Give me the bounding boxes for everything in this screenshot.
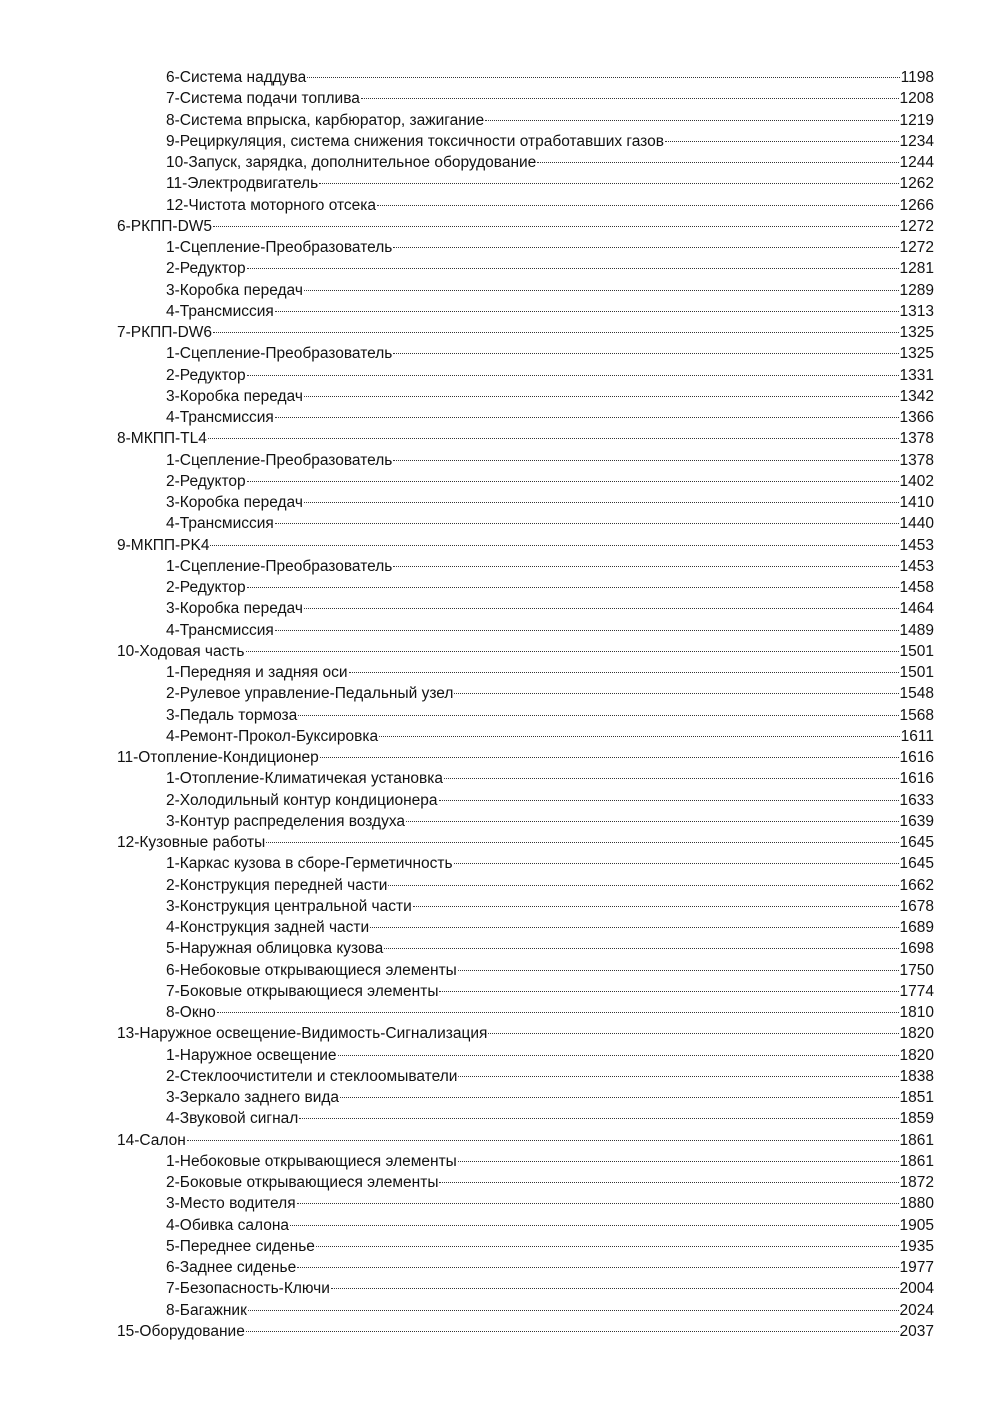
toc-page-number: 1639 xyxy=(899,812,934,830)
toc-subsection-entry[interactable] xyxy=(117,1236,934,1257)
toc-entry-title: 1-Каркас кузова в сборе-Герметичность xyxy=(166,855,453,873)
toc-entry-title: 2-Холодильный контур кондиционера xyxy=(166,791,438,809)
dot-leader xyxy=(349,672,899,673)
toc-subsection-entry[interactable] xyxy=(117,88,934,109)
toc-page-number: 1678 xyxy=(899,897,934,915)
toc-page-number: 1262 xyxy=(899,175,934,193)
dot-leader xyxy=(413,906,899,907)
toc-subsection-entry[interactable] xyxy=(117,1257,934,1278)
toc-subsection-entry[interactable] xyxy=(117,853,934,874)
toc-entry-title: 2-Конструкция передней части xyxy=(166,876,388,894)
toc-section-entry[interactable] xyxy=(117,747,934,768)
dot-leader xyxy=(290,1225,898,1226)
toc-page-number: 1977 xyxy=(899,1259,934,1276)
toc-page-number: 1272 xyxy=(899,217,934,235)
toc-subsection-entry[interactable] xyxy=(117,195,934,216)
toc-page-number: 2004 xyxy=(899,1280,934,1298)
dot-leader xyxy=(665,141,899,142)
toc-page-number: 1281 xyxy=(899,260,934,278)
toc-entry-title: 3-Коробка передач xyxy=(166,494,303,511)
toc-subsection-entry[interactable] xyxy=(117,981,934,1002)
toc-entry-title: 1-Сцепление-Преобразователь xyxy=(166,557,393,575)
toc-entry-title: 6-РКПП-DW5 xyxy=(117,217,213,235)
toc-entry-title: 7-Система подачи топлива xyxy=(166,90,360,108)
toc-subsection-entry[interactable] xyxy=(117,896,934,917)
toc-entry-title: 5-Переднее сиденье xyxy=(166,1237,315,1255)
toc-entry-title: 3-Педаль тормоза xyxy=(166,706,298,724)
toc-page-number: 1458 xyxy=(899,579,934,596)
toc-page-number: 1325 xyxy=(899,324,934,341)
dot-leader xyxy=(439,991,898,992)
dot-leader xyxy=(210,545,898,546)
toc-subsection-entry[interactable] xyxy=(117,513,934,534)
dot-leader xyxy=(217,1012,899,1013)
toc-page-number: 1453 xyxy=(899,536,934,554)
dot-leader xyxy=(316,1246,899,1247)
toc-subsection-entry[interactable] xyxy=(117,556,934,577)
toc-page-number: 1645 xyxy=(899,855,934,873)
toc-subsection-entry[interactable] xyxy=(117,726,934,747)
toc-entry-title: 1-Отопление-Климатичекая установка xyxy=(166,770,444,788)
toc-page-number: 2024 xyxy=(899,1301,934,1319)
toc-entry-title: 12-Чистота моторного отсека xyxy=(166,196,377,214)
dot-leader xyxy=(393,460,898,461)
dot-leader xyxy=(247,481,899,482)
dot-leader xyxy=(213,332,898,333)
toc-subsection-entry[interactable] xyxy=(117,386,934,407)
toc-page-number: 1501 xyxy=(899,664,934,681)
toc-page-number: 1838 xyxy=(899,1067,934,1085)
toc-subsection-entry[interactable] xyxy=(117,258,934,279)
dot-leader xyxy=(304,290,899,291)
toc-subsection-entry[interactable] xyxy=(117,343,934,364)
toc-subsection-entry[interactable] xyxy=(117,152,934,173)
toc-entry-title: 3-Коробка передач xyxy=(166,600,303,618)
toc-page-number: 1402 xyxy=(899,472,934,490)
dot-leader xyxy=(377,205,898,206)
toc-page-number: 1774 xyxy=(899,982,934,1000)
toc-page-number: 1453 xyxy=(899,557,934,575)
toc-subsection-entry[interactable] xyxy=(117,1151,934,1172)
toc-section-entry[interactable] xyxy=(117,535,934,556)
dot-leader xyxy=(370,927,898,928)
dot-leader xyxy=(248,1310,899,1311)
toc-entry-title: 3-Коробка передач xyxy=(166,281,303,299)
toc-entry-title: 11-Отопление-Кондиционер xyxy=(117,749,319,766)
toc-page-number: 1548 xyxy=(899,685,934,703)
toc-entry-title: 9-МКПП-PK4 xyxy=(117,536,210,554)
toc-page-number: 1820 xyxy=(899,1025,934,1043)
toc-entry-title: 15-Оборудование xyxy=(117,1322,245,1340)
toc-page-number: 1698 xyxy=(899,940,934,958)
dot-leader xyxy=(304,396,899,397)
dot-leader xyxy=(320,757,899,758)
toc-entry-title: 3-Конструкция центральной части xyxy=(166,897,412,915)
toc-page-number: 1872 xyxy=(899,1174,934,1191)
dot-leader xyxy=(246,1331,899,1332)
dot-leader xyxy=(393,566,898,567)
toc-subsection-entry[interactable] xyxy=(117,917,934,938)
toc-entry-title: 1-Сцепление-Преобразователь xyxy=(166,345,393,363)
toc-page-number: 1810 xyxy=(899,1004,934,1021)
toc-page-number: 1410 xyxy=(899,494,934,511)
toc-subsection-entry[interactable] xyxy=(117,450,934,471)
toc-subsection-entry[interactable] xyxy=(117,683,934,704)
dot-leader xyxy=(187,1140,899,1141)
toc-subsection-entry[interactable] xyxy=(117,407,934,428)
dot-leader xyxy=(485,120,898,121)
toc-page-number: 1219 xyxy=(899,111,934,129)
toc-entry-title: 13-Наружное освещение-Видимость-Сигнализация xyxy=(117,1025,488,1043)
toc-subsection-entry[interactable] xyxy=(117,938,934,959)
toc-entry-title: 1-Передняя и задняя оси xyxy=(166,664,348,681)
dot-leader xyxy=(247,375,899,376)
toc-subsection-entry[interactable] xyxy=(117,960,934,981)
toc-subsection-entry[interactable] xyxy=(117,237,934,258)
toc-subsection-entry[interactable] xyxy=(117,768,934,789)
toc-page-number: 1464 xyxy=(899,600,934,618)
toc-entry-title: 6-Система наддува xyxy=(166,69,307,86)
dot-leader xyxy=(275,417,899,418)
toc-page-number: 1272 xyxy=(899,239,934,256)
dot-leader xyxy=(275,311,899,312)
dot-leader xyxy=(304,502,899,503)
toc-entry-title: 7-Боковые открывающиеся элементы xyxy=(166,982,439,1000)
toc-entry-title: 4-Трансмиссия xyxy=(166,409,274,426)
dot-leader xyxy=(297,1203,899,1204)
toc-page-number: 1234 xyxy=(899,132,934,150)
dot-leader xyxy=(247,587,899,588)
toc-subsection-entry[interactable] xyxy=(117,1172,934,1193)
dot-leader xyxy=(247,268,899,269)
toc-section-entry[interactable] xyxy=(117,322,934,343)
toc-page-number: 1244 xyxy=(899,154,934,171)
toc-page-number: 1662 xyxy=(899,876,934,894)
dot-leader xyxy=(393,353,898,354)
toc-entry-title: 8-Багажник xyxy=(166,1301,247,1319)
toc-subsection-entry[interactable] xyxy=(117,1087,934,1108)
dot-leader xyxy=(406,821,898,822)
dot-leader xyxy=(458,970,899,971)
dot-leader xyxy=(298,715,898,716)
dot-leader xyxy=(319,183,898,184)
toc-page-number: 1489 xyxy=(899,621,934,639)
dot-leader xyxy=(439,1182,898,1183)
toc-entry-title: 1-Наружное освещение xyxy=(166,1046,337,1064)
toc-page-number: 1366 xyxy=(899,409,934,426)
toc-subsection-entry[interactable] xyxy=(117,280,934,301)
toc-subsection-entry[interactable] xyxy=(117,577,934,598)
toc-page-number: 1378 xyxy=(899,430,934,448)
toc-subsection-entry[interactable] xyxy=(117,790,934,811)
toc-subsection-entry[interactable] xyxy=(117,1300,934,1321)
toc-entry-title: 4-Обивка салона xyxy=(166,1216,290,1234)
toc-entry-title: 3-Зеркало заднего вида xyxy=(166,1089,340,1106)
toc-page-number: 1851 xyxy=(899,1089,934,1106)
toc-subsection-entry[interactable] xyxy=(117,131,934,152)
toc-entry-title: 8-Окно xyxy=(166,1004,216,1021)
dot-leader xyxy=(458,1161,899,1162)
toc-subsection-entry[interactable] xyxy=(117,173,934,194)
toc-subsection-entry[interactable] xyxy=(117,1278,934,1299)
toc-entry-title: 4-Ремонт-Прокол-Буксировка xyxy=(166,727,379,745)
toc-entry-title: 4-Трансмиссия xyxy=(166,621,274,639)
toc-entry-title: 2-Редуктор xyxy=(166,366,246,384)
dot-leader xyxy=(384,948,898,949)
toc-page-number: 1289 xyxy=(899,281,934,299)
toc-entry-title: 7-РКПП-DW6 xyxy=(117,324,213,341)
dot-leader xyxy=(208,438,899,439)
toc-entry-title: 1-Небоковые открывающиеся элементы xyxy=(166,1152,457,1170)
dot-leader xyxy=(340,1097,898,1098)
toc-entry-title: 1-Сцепление-Преобразователь xyxy=(166,451,393,469)
dot-leader xyxy=(213,226,898,227)
toc-page-number: 1880 xyxy=(899,1195,934,1213)
toc-page-number: 1611 xyxy=(900,727,934,745)
dot-leader xyxy=(439,800,899,801)
toc-subsection-entry[interactable] xyxy=(117,1108,934,1129)
toc-page-number: 1331 xyxy=(899,366,934,384)
dot-leader xyxy=(488,1033,898,1034)
toc-page-number: 1568 xyxy=(899,706,934,724)
toc-page-number: 1198 xyxy=(900,69,934,86)
toc-page-number: 1266 xyxy=(899,196,934,214)
dot-leader xyxy=(275,630,899,631)
toc-page-number: 1501 xyxy=(899,642,934,660)
toc-page-number: 1750 xyxy=(899,961,934,979)
dot-leader xyxy=(275,523,899,524)
toc-page-number: 1633 xyxy=(899,791,934,809)
toc-subsection-entry[interactable] xyxy=(117,1215,934,1236)
toc-page-number: 1861 xyxy=(899,1152,934,1170)
toc-page-number: 1342 xyxy=(899,387,934,405)
toc-page-number: 1325 xyxy=(899,345,934,363)
dot-leader xyxy=(304,608,899,609)
toc-page-number: 1905 xyxy=(899,1216,934,1234)
toc-entry-title: 3-Контур распределения воздуха xyxy=(166,812,406,830)
toc-entry-title: 10-Запуск, зарядка, дополнительное оборудование xyxy=(166,154,537,171)
toc-section-entry[interactable] xyxy=(117,832,934,853)
toc-subsection-entry[interactable] xyxy=(117,67,934,88)
toc-subsection-entry[interactable] xyxy=(117,662,934,683)
dot-leader xyxy=(454,863,899,864)
toc-page-number: 1820 xyxy=(899,1046,934,1064)
toc-entry-title: 5-Наружная облицовка кузова xyxy=(166,940,384,958)
toc-page-number: 1935 xyxy=(899,1237,934,1255)
toc-page-number: 1378 xyxy=(899,451,934,469)
dot-leader xyxy=(444,778,898,779)
toc-section-entry[interactable] xyxy=(117,641,934,662)
toc-entry-title: 4-Звуковой сигнал xyxy=(166,1110,299,1128)
toc-entry-title: 2-Боковые открывающиеся элементы xyxy=(166,1174,439,1191)
toc-page-number: 1208 xyxy=(899,90,934,108)
toc-entry-title: 8-МКПП-TL4 xyxy=(117,430,207,448)
dot-leader xyxy=(331,1288,899,1289)
toc-entry-title: 10-Ходовая часть xyxy=(117,642,245,660)
toc-entry-title: 14-Салон xyxy=(117,1131,186,1149)
dot-leader xyxy=(338,1055,899,1056)
toc-page-number: 1861 xyxy=(899,1131,934,1149)
toc-entry-title: 2-Редуктор xyxy=(166,260,246,278)
toc-page-number: 1440 xyxy=(899,515,934,533)
toc-subsection-entry[interactable] xyxy=(117,620,934,641)
toc-page-number: 1645 xyxy=(899,834,934,851)
dot-leader xyxy=(299,1118,898,1119)
toc-subsection-entry[interactable] xyxy=(117,301,934,322)
toc-subsection-entry[interactable] xyxy=(117,1045,934,1066)
toc-subsection-entry[interactable] xyxy=(117,1002,934,1023)
toc-section-entry[interactable] xyxy=(117,428,934,449)
toc-entry-title: 4-Трансмиссия xyxy=(166,302,274,320)
toc-page-number: 1313 xyxy=(899,302,934,320)
toc-entry-title: 2-Стеклоочистители и стеклоомыватели xyxy=(166,1067,458,1085)
dot-leader xyxy=(266,842,898,843)
toc-subsection-entry[interactable] xyxy=(117,110,934,131)
toc-entry-title: 2-Рулевое управление-Педальный узел xyxy=(166,685,454,703)
dot-leader xyxy=(361,98,899,99)
toc-subsection-entry[interactable] xyxy=(117,471,934,492)
toc-entry-title: 3-Место водителя xyxy=(166,1195,296,1213)
toc-subsection-entry[interactable] xyxy=(117,1066,934,1087)
toc-entry-title: 4-Конструкция задней части xyxy=(166,919,370,936)
toc-section-entry[interactable] xyxy=(117,1023,934,1044)
toc-subsection-entry[interactable] xyxy=(117,492,934,513)
toc-page-number: 1616 xyxy=(899,770,934,788)
toc-page-number: 1616 xyxy=(899,749,934,766)
toc-entry-title: 1-Сцепление-Преобразователь xyxy=(166,239,393,256)
toc-entry-title: 6-Заднее сиденье xyxy=(166,1259,297,1276)
toc-subsection-entry[interactable] xyxy=(117,875,934,896)
toc-section-entry[interactable] xyxy=(117,1321,934,1342)
toc-entry-title: 6-Небоковые открывающиеся элементы xyxy=(166,961,457,979)
toc-entry-title: 9-Рециркуляция, система снижения токсичности отработавших газов xyxy=(166,132,664,150)
dot-leader xyxy=(537,162,898,163)
dot-leader xyxy=(297,1267,898,1268)
toc-page-number: 1689 xyxy=(899,919,934,936)
toc-page-number: 2037 xyxy=(899,1322,934,1340)
toc-subsection-entry[interactable] xyxy=(117,705,934,726)
dot-leader xyxy=(246,651,899,652)
toc-entry-title: 8-Система впрыска, карбюратор, зажигание xyxy=(166,111,485,129)
toc-entry-title: 12-Кузовные работы xyxy=(117,834,266,851)
toc-entry-title: 2-Редуктор xyxy=(166,472,246,490)
dot-leader xyxy=(458,1076,898,1077)
toc-subsection-entry[interactable] xyxy=(117,598,934,619)
toc-subsection-entry[interactable] xyxy=(117,811,934,832)
dot-leader xyxy=(393,247,898,248)
toc-subsection-entry[interactable] xyxy=(117,365,934,386)
dot-leader xyxy=(379,736,900,737)
table-of-contents xyxy=(117,67,934,1342)
dot-leader xyxy=(454,693,898,694)
dot-leader xyxy=(307,77,899,78)
toc-entry-title: 2-Редуктор xyxy=(166,579,246,596)
toc-subsection-entry[interactable] xyxy=(117,1193,934,1214)
toc-page-number: 1859 xyxy=(899,1110,934,1128)
dot-leader xyxy=(388,885,898,886)
toc-entry-title: 11-Электродвигатель xyxy=(166,175,319,193)
toc-entry-title: 3-Коробка передач xyxy=(166,387,303,405)
toc-section-entry[interactable] xyxy=(117,216,934,237)
toc-section-entry[interactable] xyxy=(117,1130,934,1151)
toc-entry-title: 7-Безопасность-Ключи xyxy=(166,1280,330,1298)
toc-entry-title: 4-Трансмиссия xyxy=(166,515,274,533)
